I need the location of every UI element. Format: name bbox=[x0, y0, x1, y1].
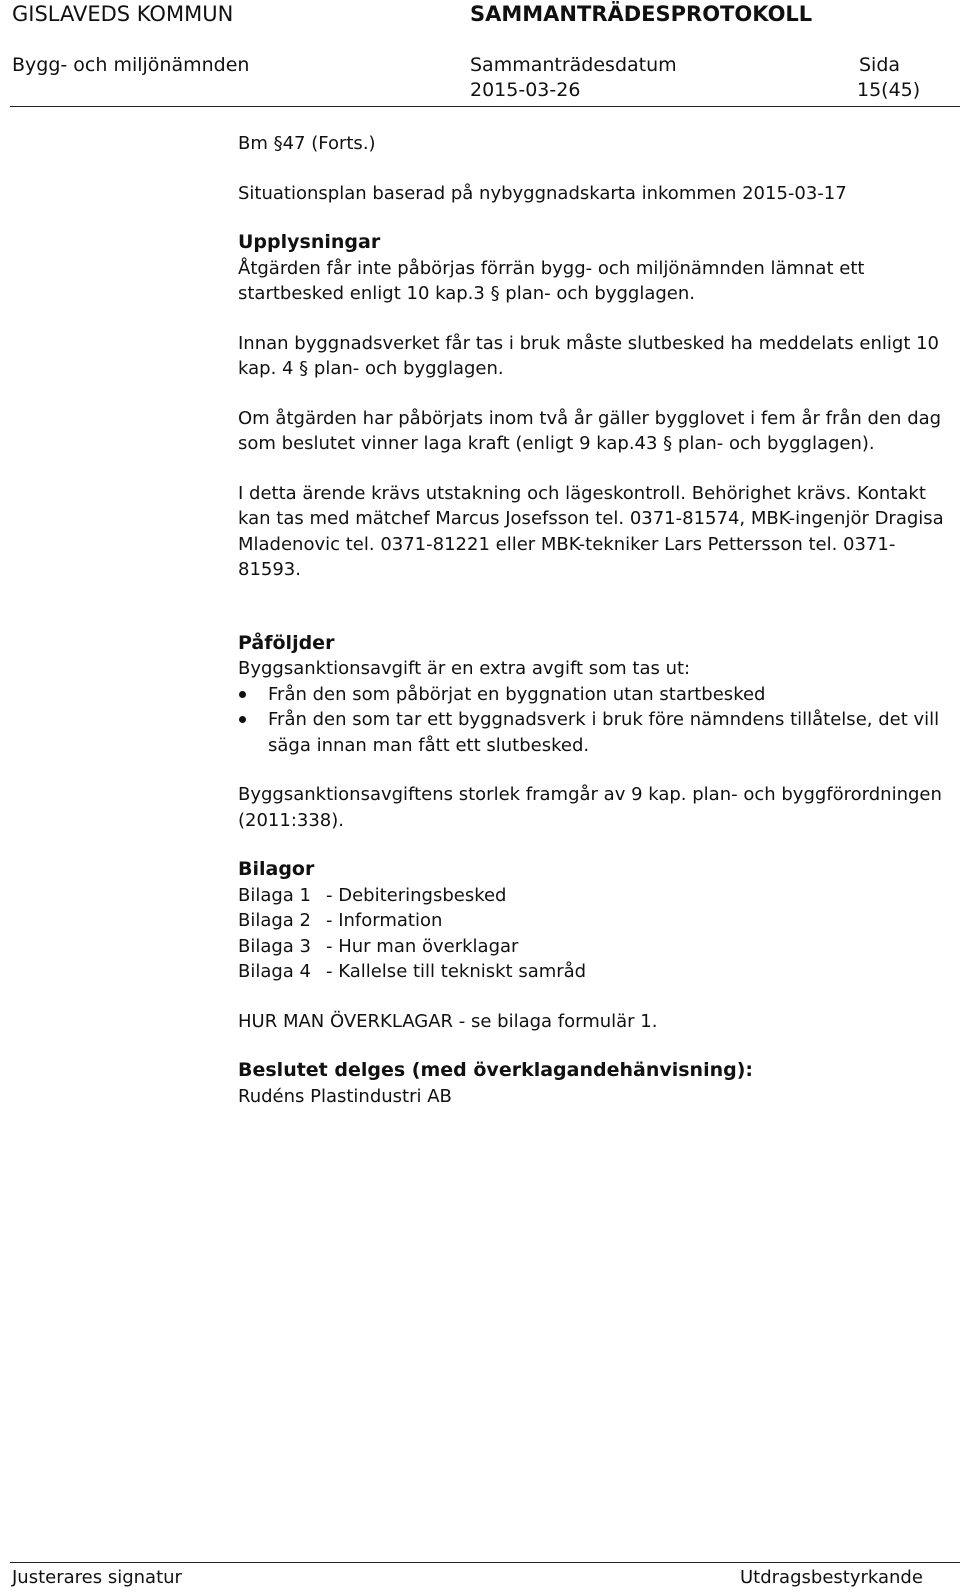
upplysning-paragraph: Om åtgärden har påbörjats inom två år gäller bygglovet i fem år från den dag som beslutet vinner laga kraft (enligt 9 kap.43 § plan- och bygglagen). bbox=[238, 407, 942, 454]
bilaga-description: - Hur man överklagar bbox=[326, 935, 519, 957]
upplysning-paragraph: I detta ärende krävs utstakning och lägeskontroll. Behörighet krävs. Kontakt kan tas med mätchef Marcus Josefsson tel. 0371-81574, MBK-ingenjör Dragisa Mladenovic tel. 0371-81221 eller MBK-tekniker Lars Pettersson tel. 0371-81593. bbox=[238, 482, 944, 580]
upplysning-paragraph: Åtgärden får inte påbörjas förrän bygg- och miljönämnden lämnat ett startbesked enligt 10 kap.3 § plan- och bygglagen. bbox=[238, 257, 865, 304]
section-reference: Bm §47 (Forts.) bbox=[238, 133, 376, 154]
page-number: 15(45) bbox=[857, 79, 921, 101]
meeting-date: 2015-03-26 bbox=[470, 79, 581, 101]
header-rule bbox=[10, 106, 960, 107]
upplysningar-heading: Upplysningar bbox=[238, 231, 381, 253]
delges-heading: Beslutet delges (med överklagandehänvisning): bbox=[238, 1059, 754, 1081]
bilaga-name: Bilaga 1 bbox=[238, 884, 312, 906]
bilaga-row bbox=[238, 908, 950, 934]
site-plan-note: Situationsplan baserad på nybyggnadskarta inkommen 2015-03-17 bbox=[238, 182, 847, 204]
list-item: Från den som påbörjat en byggnation utan startbesked bbox=[238, 682, 950, 708]
committee-name: Bygg- och miljönämnden bbox=[12, 54, 250, 76]
bilaga-name: Bilaga 2 bbox=[238, 910, 312, 931]
pafoljder-intro: Byggsanktionsavgift är en extra avgift som tas ut: bbox=[238, 658, 691, 679]
bilaga-description: - Debiteringsbesked bbox=[326, 884, 507, 906]
signature-label: Justerares signatur bbox=[12, 1567, 182, 1588]
pafoljder-bullet-list bbox=[238, 682, 950, 759]
bilagor-heading: Bilagor bbox=[238, 858, 315, 880]
bilaga-row bbox=[238, 959, 950, 985]
pafoljder-heading: Påföljder bbox=[238, 631, 335, 654]
bilaga-row bbox=[238, 883, 950, 909]
extract-certification-label: Utdragsbestyrkande bbox=[740, 1567, 923, 1588]
document-type: SAMMANTRÄDESPROTOKOLL bbox=[470, 2, 813, 26]
appeal-note: HUR MAN ÖVERKLAGAR - se bilaga formulär 1. bbox=[238, 1010, 658, 1032]
bilaga-name: Bilaga 3 bbox=[238, 935, 312, 957]
bilaga-name: Bilaga 4 bbox=[238, 961, 312, 982]
protocol-body bbox=[238, 131, 950, 1109]
bilaga-row bbox=[238, 934, 950, 960]
page-label: Sida bbox=[859, 54, 901, 76]
list-item: Från den som tar ett byggnadsverk i bruk före nämndens tillåtelse, det vill säga innan man fått ett slutbesked. bbox=[238, 707, 950, 758]
bilaga-description: - Kallelse till tekniskt samråd bbox=[326, 961, 587, 982]
municipality-name: GISLAVEDS KOMMUN bbox=[12, 2, 234, 26]
footer-rule bbox=[10, 1562, 960, 1563]
meeting-date-label: Sammanträdesdatum bbox=[470, 54, 677, 76]
sanction-fee-note: Byggsanktionsavgiftens storlek framgår av 9 kap. plan- och byggförordningen (2011:338). bbox=[238, 784, 942, 831]
bilaga-description: - Information bbox=[326, 910, 443, 931]
delges-recipient: Rudéns Plastindustri AB bbox=[238, 1085, 452, 1107]
upplysning-paragraph: Innan byggnadsverket får tas i bruk måste slutbesked ha meddelats enligt 10 kap. 4 § plan- och bygglagen. bbox=[238, 332, 939, 379]
